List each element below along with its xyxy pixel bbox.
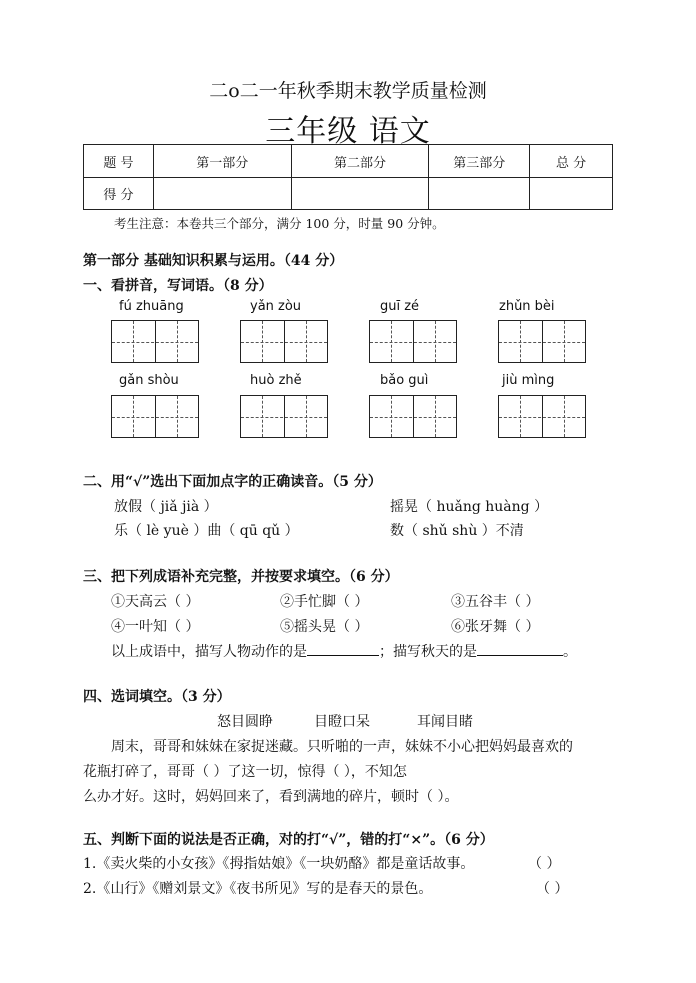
- q3-summary-text: 以上成语中，描写人物动作的是: [111, 644, 307, 660]
- score-input-cell[interactable]: [291, 178, 429, 210]
- word-choice: 怒目圆睁: [217, 714, 273, 730]
- idiom-blank[interactable]: ④一叶知（ ）: [111, 619, 200, 635]
- score-table-cell: 第三部分: [429, 145, 530, 178]
- pinyin-label: fú zhuāng: [119, 299, 184, 314]
- writing-grid[interactable]: [498, 395, 586, 438]
- score-table: [83, 144, 613, 210]
- answer-blank[interactable]: [477, 641, 563, 656]
- pinyin-label: zhǔn bèi: [499, 299, 555, 314]
- idiom-blank[interactable]: ⑤摇头晃（ ）: [280, 619, 369, 635]
- q5-heading: 五、判断下面的说法是否正确，对的打“√”，错的打“×”。（6 分）: [83, 832, 494, 848]
- q4-passage-line[interactable]: 花瓶打碎了，哥哥（ ）了这一切，惊得（ ），不知怎: [83, 764, 407, 780]
- word-choice: 耳闻目睹: [417, 714, 473, 730]
- writing-grid[interactable]: [111, 320, 199, 363]
- pinyin-label: jiù mìng: [502, 373, 555, 388]
- writing-grid[interactable]: [240, 395, 328, 438]
- pinyin-label: gǎn shòu: [119, 373, 179, 388]
- writing-grid[interactable]: [369, 395, 457, 438]
- writing-grid[interactable]: [111, 395, 199, 438]
- score-table-cell: 第二部分: [291, 145, 429, 178]
- q3-summary-text: ；描写秋天的是: [379, 644, 477, 660]
- q2-option[interactable]: 乐（ lè yuè ）曲（ qū qǔ ）: [114, 523, 299, 539]
- q5-statement: 1.《卖火柴的小女孩》《拇指姑娘》《一块奶酪》都是童话故事。: [83, 856, 475, 872]
- exam-subtitle: 三年级 语文: [265, 114, 431, 149]
- word-choice: 目瞪口呆: [314, 714, 370, 730]
- pinyin-label: huò zhě: [250, 373, 302, 388]
- q5-statement: 2.《山行》《赠刘景文》《夜书所见》写的是春天的景色。: [83, 881, 433, 897]
- q2-option[interactable]: 摇晃（ huǎng huàng ）: [390, 499, 549, 515]
- q2-option[interactable]: 数（ shǔ shù ）不清: [390, 523, 524, 539]
- idiom-blank[interactable]: ③五谷丰（ ）: [451, 594, 540, 610]
- judge-blank[interactable]: （ ）: [528, 856, 561, 872]
- writing-grid[interactable]: [498, 320, 586, 363]
- judge-blank[interactable]: （ ）: [536, 881, 569, 897]
- q3-summary-text: 。: [563, 644, 577, 660]
- score-table-cell: 总 分: [530, 145, 613, 178]
- pinyin-label: bǎo guì: [380, 373, 429, 388]
- score-table-cell: 第一部分: [153, 145, 291, 178]
- q2-heading: 二、用“√”选出下面加点字的正确读音。（5 分）: [83, 474, 382, 490]
- q3-summary-line: [111, 641, 577, 661]
- exam-notice: 考生注意：本卷共三个部分，满分 100 分，时量 90 分钟。: [114, 216, 445, 231]
- q3-heading: 三、把下列成语补充完整，并按要求填空。（6 分）: [83, 569, 399, 585]
- writing-grid[interactable]: [240, 320, 328, 363]
- q4-heading: 四、选词填空。（3 分）: [83, 689, 231, 705]
- q1-heading: 一、看拼音，写词语。（8 分）: [83, 278, 273, 294]
- pinyin-label: guī zé: [380, 299, 420, 314]
- pinyin-label: yǎn zòu: [250, 299, 302, 314]
- q4-passage-line: 周末，哥哥和妹妹在家捉迷藏。只听啪的一声，妹妹不小心把妈妈最喜欢的: [111, 739, 573, 755]
- score-input-cell[interactable]: [429, 178, 530, 210]
- idiom-blank[interactable]: ⑥张牙舞（ ）: [451, 619, 540, 635]
- q4-passage-line[interactable]: 么办才好。这时，妈妈回来了，看到满地的碎片，顿时（ ）。: [83, 789, 459, 805]
- exam-title: 二o二一年秋季期末教学质量检测: [209, 80, 487, 102]
- q2-option[interactable]: 放假（ jiǎ jià ）: [114, 499, 218, 515]
- idiom-blank[interactable]: ②手忙脚（ ）: [280, 594, 369, 610]
- writing-grid[interactable]: [369, 320, 457, 363]
- score-table-header-row: [84, 145, 613, 178]
- score-table-score-row: [84, 178, 613, 210]
- score-input-cell[interactable]: [153, 178, 291, 210]
- score-table-cell: 题 号: [84, 145, 154, 178]
- score-input-cell[interactable]: [530, 178, 613, 210]
- answer-blank[interactable]: [307, 641, 379, 656]
- score-table-cell: 得 分: [84, 178, 154, 210]
- idiom-blank[interactable]: ①天高云（ ）: [111, 594, 200, 610]
- part1-heading: 第一部分 基础知识积累与运用。（44 分）: [83, 253, 344, 269]
